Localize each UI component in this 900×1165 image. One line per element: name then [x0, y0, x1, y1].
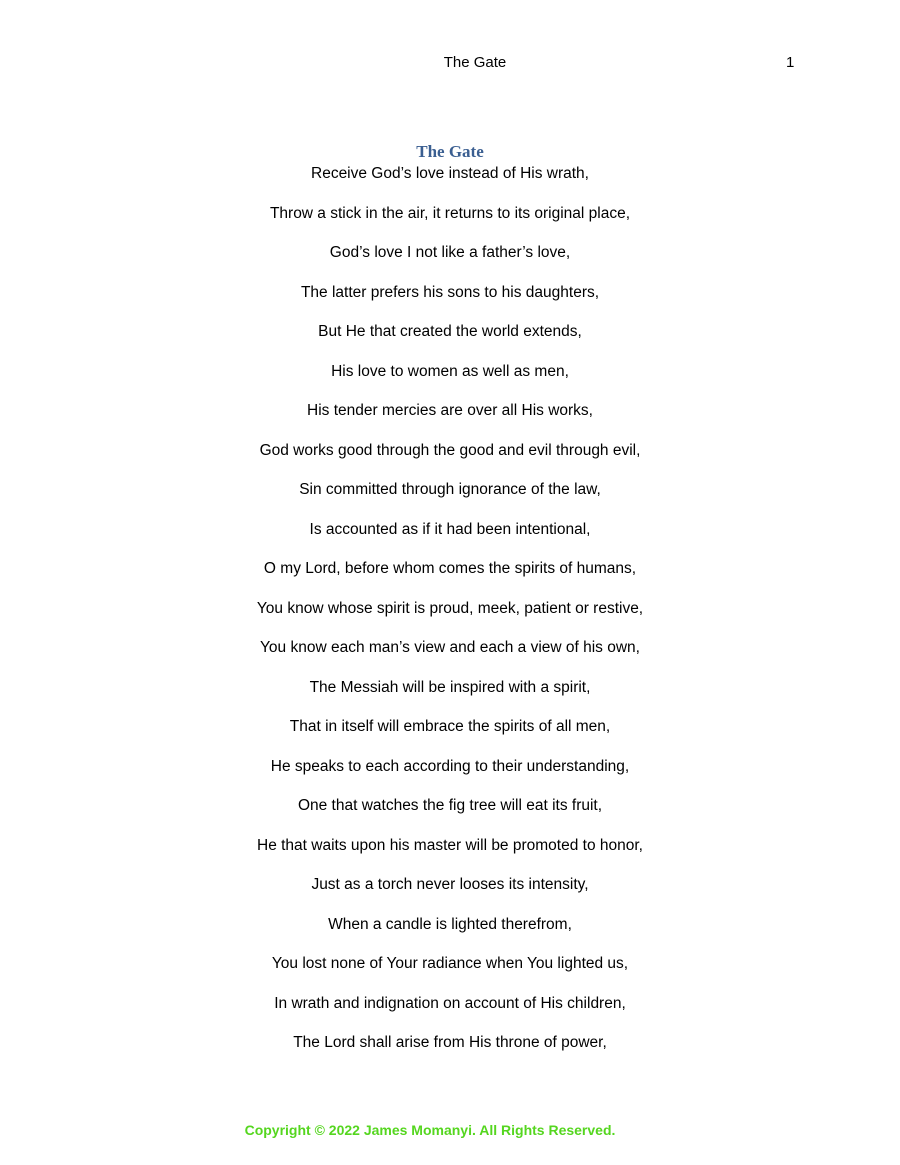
poem-line: Sin committed through ignorance of the law,: [299, 481, 601, 498]
header-title: The Gate: [443, 54, 507, 71]
poem-line: His love to women as well as men,: [331, 362, 569, 380]
poem-line: God’s love I not like a father’s love,: [329, 244, 571, 261]
poem-line: You lost none of Your radiance when You lighted us,: [271, 955, 629, 972]
poem-line: You know whose spirit is proud, meek, patient or restive,: [256, 599, 644, 617]
copyright-notice: Copyright © 2022 James Momanyi. All Rights Reserved.: [244, 1122, 616, 1138]
poem-line: God works good through the good and evil through evil,: [259, 441, 641, 459]
poem-line: That in itself will embrace the spirits of all men,: [289, 718, 611, 735]
poem-line: The Messiah will be inspired with a spirit,: [309, 678, 591, 696]
poem-line: Is accounted as if it had been intentional,: [309, 520, 591, 538]
poem-line: In wrath and indignation on account of His children,: [274, 994, 626, 1012]
page-number: 1: [786, 54, 795, 71]
poem-line: O my Lord, before whom comes the spirits of humans,: [263, 560, 637, 577]
poem-line: You know each man’s view and each a view of his own,: [260, 639, 640, 656]
running-header: [0, 53, 900, 73]
poem-line: But He that created the world extends,: [318, 323, 582, 340]
poem-line: He speaks to each according to their understanding,: [270, 757, 630, 775]
poem-lines: [0, 163, 900, 1053]
poem-line: One that watches the fig tree will eat its fruit,: [297, 797, 603, 814]
poem-line: When a candle is lighted therefrom,: [328, 915, 572, 933]
poem-line: Throw a stick in the air, it returns to its original place,: [269, 204, 631, 222]
poem-line: The latter prefers his sons to his daughters,: [300, 283, 600, 301]
poem-title: The Gate: [416, 142, 484, 161]
poem-line: The Lord shall arise from His throne of power,: [293, 1034, 607, 1051]
poem-line: Receive God’s love instead of His wrath,: [311, 165, 589, 182]
poem-line: Just as a torch never looses its intensity,: [311, 876, 589, 893]
poem-line: His tender mercies are over all His works,: [307, 402, 593, 419]
poem-line: He that waits upon his master will be promoted to honor,: [257, 836, 643, 854]
poem: [0, 141, 900, 1072]
